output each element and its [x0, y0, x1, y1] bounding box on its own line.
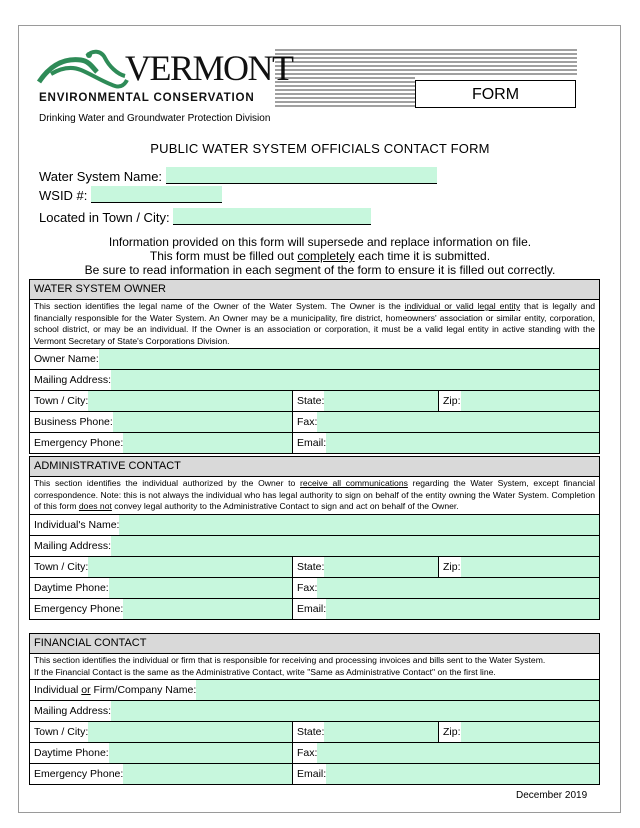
info-line-2a: This form must be filled out: [149, 249, 298, 263]
owner-fax-label: Fax:: [297, 416, 318, 429]
located-in-field[interactable]: [173, 208, 371, 225]
financial-zip-field[interactable]: [461, 722, 599, 742]
water-system-name-field[interactable]: [166, 167, 437, 184]
admin-desc-b: regarding the Water System, except financial correspondence. Note: this is not always the individual who has legal authority to sign on behalf of the entity owning the Water System. Completion of this form: [34, 478, 595, 512]
financial-phone-row: [30, 743, 599, 764]
financial-state-field[interactable]: [324, 722, 438, 742]
financial-emergency-phone-field[interactable]: [123, 764, 292, 784]
admin-town-field[interactable]: [88, 557, 292, 577]
financial-desc-line-1: This section identifies the individual or firm that is responsible for receiving and processing invoices and bills sent to the Water System.: [34, 655, 546, 665]
financial-town-label: Town / City:: [34, 726, 89, 739]
admin-description: [30, 477, 599, 515]
financial-name-label-b: Firm/Company Name:: [90, 684, 197, 697]
owner-mailing-label: Mailing Address:: [34, 374, 112, 387]
admin-desc-underlined-2: does not: [78, 501, 112, 512]
owner-section: [29, 279, 600, 454]
admin-emergency-row: [30, 599, 599, 619]
owner-desc-underlined: individual or valid legal entity: [404, 301, 521, 311]
admin-town-row: [30, 557, 599, 578]
admin-name-row: [30, 515, 599, 536]
admin-mailing-row: [30, 536, 599, 557]
financial-mailing-row: [30, 701, 599, 722]
owner-zip-label: Zip:: [443, 395, 461, 408]
admin-fax-label: Fax:: [297, 581, 318, 594]
financial-name-field[interactable]: [196, 680, 599, 700]
admin-phone-row: [30, 578, 599, 599]
division-name: Drinking Water and Groundwater Protection Division: [39, 113, 271, 124]
admin-mailing-field[interactable]: [111, 536, 599, 556]
admin-heading: ADMINISTRATIVE CONTACT: [30, 457, 599, 477]
owner-town-field[interactable]: [88, 391, 292, 411]
financial-zip-label: Zip:: [443, 726, 461, 739]
water-system-name-label: Water System Name:: [39, 169, 163, 184]
owner-desc-a: This section identifies the legal name of the Owner of the Water System. The Owner is the: [34, 301, 405, 311]
admin-name-field[interactable]: [119, 515, 599, 535]
wsid-row: [39, 186, 222, 203]
owner-email-field[interactable]: [326, 433, 599, 453]
financial-town-field[interactable]: [88, 722, 292, 742]
admin-email-field[interactable]: [326, 599, 599, 619]
admin-email-label: Email:: [297, 602, 327, 615]
financial-email-label: Email:: [297, 768, 327, 781]
admin-desc-a: This section identifies the individual authorized by the Owner to: [34, 478, 301, 488]
owner-business-phone-label: Business Phone:: [34, 416, 113, 429]
financial-name-label-or: or: [81, 684, 91, 697]
owner-mailing-row: [30, 370, 599, 391]
info-line-2: [0, 249, 640, 263]
financial-heading: FINANCIAL CONTACT: [30, 634, 599, 654]
owner-name-row: [30, 349, 599, 370]
owner-emergency-phone-field[interactable]: [123, 433, 292, 453]
financial-emergency-phone-label: Emergency Phone:: [34, 768, 124, 781]
owner-desc-b: that is legally and financially responsible for the Water System. An Owner may be a municipality, fire district, homeowners' association or similar entity, corporation, school district, or may be an individual. If the Owner is an association or corporation, it must be a valid legal entity in active standing with the Vermont Secretary of State's Corporations Division.: [34, 301, 595, 346]
owner-mailing-field[interactable]: [111, 370, 599, 390]
financial-daytime-phone-label: Daytime Phone:: [34, 747, 109, 760]
financial-name-label: [30, 684, 196, 696]
financial-fax-field[interactable]: [317, 743, 599, 763]
vermont-dec-logo: [37, 48, 293, 108]
admin-emergency-phone-label: Emergency Phone:: [34, 602, 124, 615]
form-label-box: FORM: [415, 80, 576, 108]
info-line-1: Information provided on this form will supersede and replace information on file.: [108, 235, 532, 249]
info-line-3: Be sure to read information in each segment of the form to ensure it is filled out correctly.: [84, 263, 556, 277]
financial-mailing-field[interactable]: [111, 701, 599, 721]
admin-daytime-phone-field[interactable]: [109, 578, 292, 598]
wsid-field[interactable]: [91, 186, 222, 203]
owner-fax-field[interactable]: [317, 412, 599, 432]
owner-zip-field[interactable]: [461, 391, 599, 411]
owner-town-row: [30, 391, 599, 412]
financial-state-label: State:: [297, 726, 325, 739]
owner-description: [30, 300, 599, 349]
owner-email-label: Email:: [297, 437, 327, 450]
admin-state-field[interactable]: [324, 557, 438, 577]
admin-section: [29, 456, 600, 620]
wsid-label: WSID #:: [39, 188, 88, 203]
admin-name-label: Individual's Name:: [34, 518, 120, 531]
form-title: PUBLIC WATER SYSTEM OFFICIALS CONTACT FORM: [150, 141, 490, 156]
financial-section: [29, 633, 600, 785]
admin-mailing-label: Mailing Address:: [34, 539, 112, 552]
info-line-2-underlined: completely: [297, 249, 355, 263]
located-in-row: [39, 208, 371, 225]
admin-fax-field[interactable]: [317, 578, 599, 598]
admin-zip-label: Zip:: [443, 560, 461, 573]
info-line-2b: each time it is submitted.: [354, 249, 491, 263]
logo-wordmark: VERMONT: [125, 48, 293, 88]
owner-phone-row: [30, 412, 599, 433]
financial-fax-label: Fax:: [297, 747, 318, 760]
owner-emergency-row: [30, 433, 599, 453]
financial-daytime-phone-field[interactable]: [109, 743, 292, 763]
owner-emergency-phone-label: Emergency Phone:: [34, 437, 124, 450]
financial-emergency-row: [30, 764, 599, 784]
admin-state-label: State:: [297, 560, 325, 573]
owner-name-field[interactable]: [99, 349, 599, 369]
admin-daytime-phone-label: Daytime Phone:: [34, 581, 109, 594]
owner-state-label: State:: [297, 395, 325, 408]
admin-desc-c: convey legal authority to the Administrative Contact to sign and act on behalf of the Owner.: [111, 501, 459, 512]
financial-email-field[interactable]: [326, 764, 599, 784]
admin-emergency-phone-field[interactable]: [123, 599, 292, 619]
water-system-name-row: [39, 167, 437, 184]
financial-mailing-label: Mailing Address:: [34, 705, 112, 718]
admin-desc-underlined: receive all communications: [300, 478, 408, 488]
owner-state-field[interactable]: [324, 391, 438, 411]
financial-town-row: [30, 722, 599, 743]
footer-date: December 2019: [516, 790, 588, 801]
owner-town-label: Town / City:: [34, 395, 89, 408]
owner-heading: WATER SYSTEM OWNER: [30, 280, 599, 300]
financial-name-label-a: Individual: [34, 684, 82, 697]
financial-desc-line-2: If the Financial Contact is the same as the Administrative Contact, write "Same as Administrative Contact" on the first line.: [34, 666, 496, 677]
admin-zip-field[interactable]: [461, 557, 599, 577]
owner-name-label: Owner Name:: [34, 353, 99, 366]
financial-description: [30, 654, 599, 680]
admin-town-label: Town / City:: [34, 560, 89, 573]
located-in-label: Located in Town / City:: [39, 210, 170, 225]
financial-name-row: [30, 680, 599, 701]
owner-business-phone-field[interactable]: [113, 412, 292, 432]
logo-subtitle: ENVIRONMENTAL CONSERVATION: [39, 91, 255, 104]
